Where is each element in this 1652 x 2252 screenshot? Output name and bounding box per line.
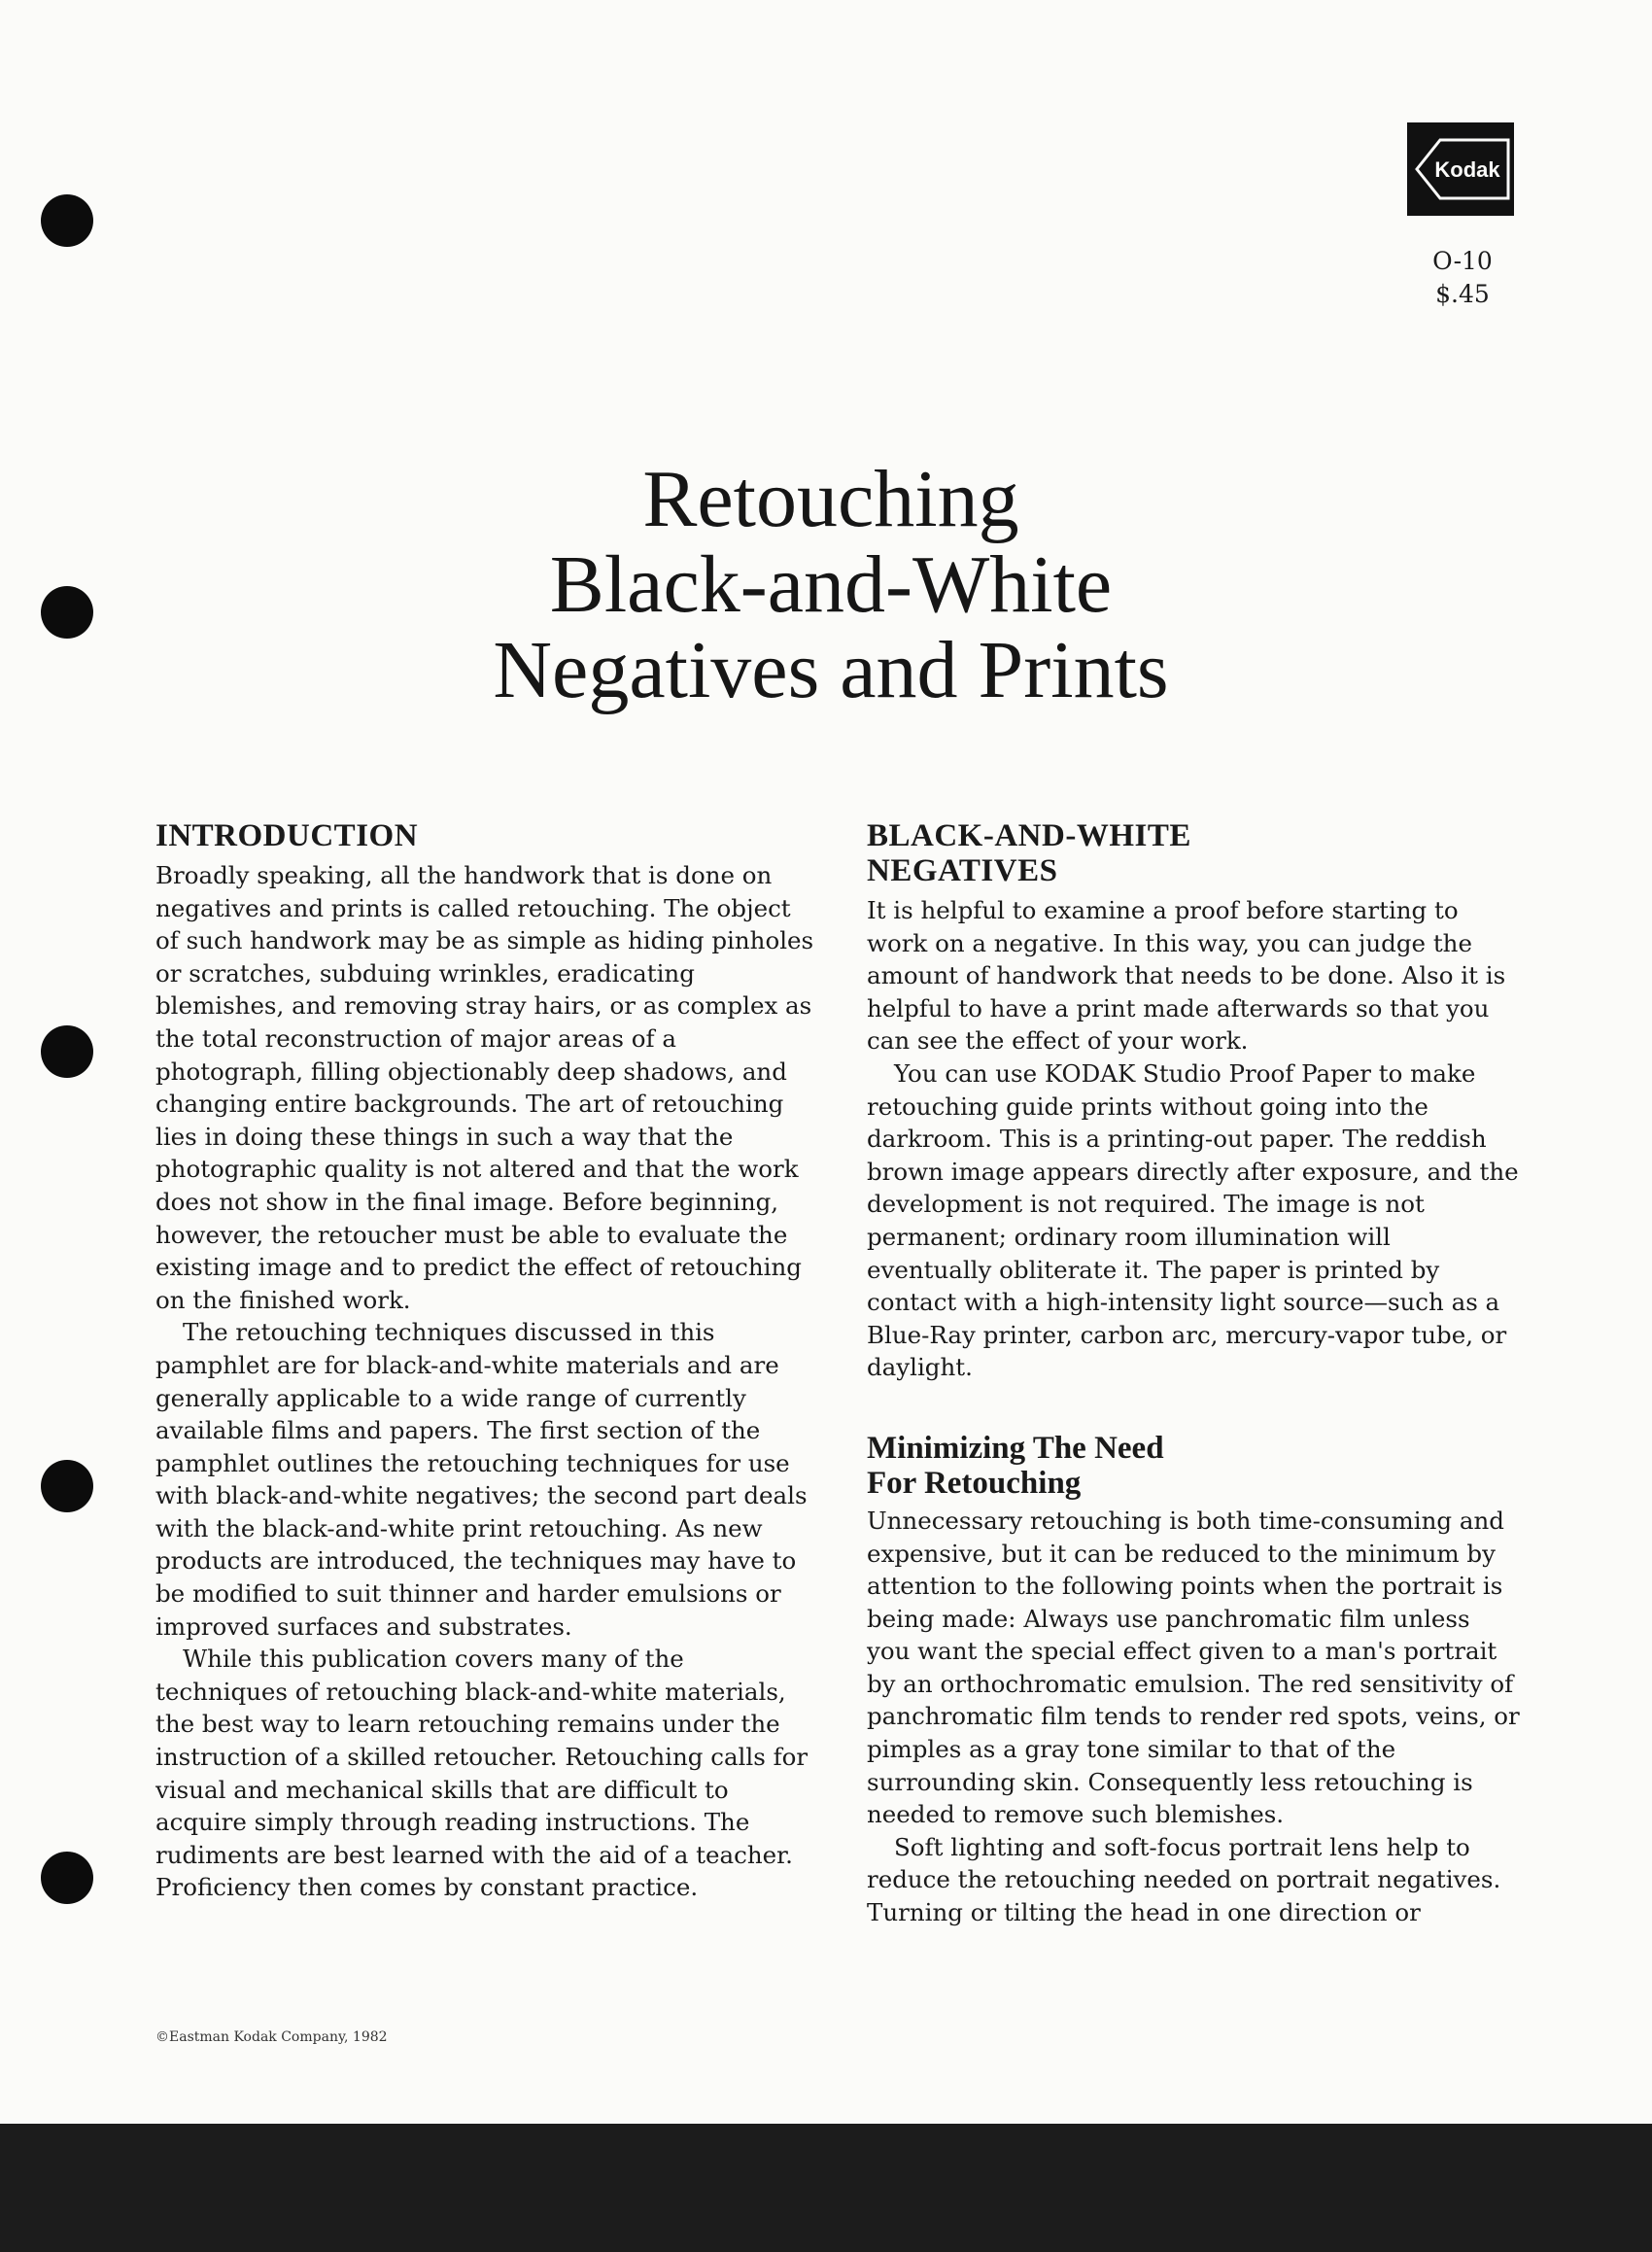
binder-hole (41, 1025, 93, 1078)
binder-hole (41, 586, 93, 639)
paragraph: Broadly speaking, all the handwork that is done on negatives and prints is called retouching. The object of such handwork may be as simple as hiding pinholes or scratches, subduing wrinkles, eradicating blemishes, and removing stray hairs, or as complex as the total reconstruction of major areas of a photograph, filling objectionably deep shadows, and changing entire backgrounds. The art of retouching lies in doing these things in such a way that the photographic quality is not altered and that the work does not show in the final image. Before beginning, however, the retoucher must be able to evaluate the existing image and to predict the effect of retouching on the finished work. (155, 861, 814, 1314)
paragraph: It is helpful to examine a proof before starting to work on a negative. In this way, you can judge the amount of handwork that needs to be done. Also it is helpful to have a print made afterwards so that you can see the effect of your work. (867, 896, 1506, 1056)
binder-hole (41, 194, 93, 247)
heading-line: NEGATIVES (867, 853, 1058, 888)
subsection-heading (867, 1431, 1520, 1501)
kodak-logo (1407, 122, 1514, 216)
right-column (867, 818, 1520, 1929)
section-heading (867, 818, 1520, 888)
paragraph: Unnecessary retouching is both time-consuming and expensive, but it can be reduced to the minimum by attention to the following points when the portrait is being made: Always use panchromatic film unless you want the special effect given to a man's portrait by an orthochromatic emulsion. The red sensitivity of panchromatic film tends to render red spots, veins, or pimples as a gray tone similar to that of the surrounding skin. Consequently less retouching is needed to remove such blemishes. (867, 1506, 1520, 1829)
section-heading: INTRODUCTION (155, 818, 419, 853)
title-line: Retouching (642, 454, 1019, 544)
binder-hole (41, 1460, 93, 1512)
copyright-notice: ©Eastman Kodak Company, 1982 (155, 2029, 388, 2045)
title-line: Negatives and Prints (493, 625, 1169, 715)
publication-info (1399, 245, 1526, 311)
heading-line: For Retouching (867, 1465, 1082, 1501)
heading-line: Minimizing The Need (867, 1430, 1164, 1466)
paragraph: You can use KODAK Studio Proof Paper to make retouching guide prints without going into the darkroom. This is a printing-out paper. The reddish brown image appears directly after exposure, and the development is not required. The image is not permanent; ordinary room illumination will eventually obliterate it. The paper is printed by contact with a high-intensity light source—such as a Blue-Ray printer, carbon arc, mercury-vapor tube, or daylight. (867, 1058, 1519, 1382)
paragraph: Soft lighting and soft-focus portrait lens help to reduce the retouching needed on portrait negatives. Turning or tilting the head in one direction or (867, 1832, 1501, 1927)
page-title (292, 454, 1370, 715)
scan-border (0, 2124, 1652, 2252)
paragraph: While this publication covers many of the techniques of retouching black-and-white materials, the best way to learn retouching remains under the instruction of a skilled retoucher. Retouching calls for visual and mechanical skills that are difficult to acquire simply through reading instructions. The rudiments are best learned with the aid of a teacher. Proficiency then comes by constant practice. (155, 1645, 809, 1902)
publication-code: O-10 (1432, 247, 1493, 275)
heading-line: BLACK-AND-WHITE (867, 818, 1191, 853)
binder-hole (41, 1852, 93, 1904)
title-line: Black-and-White (549, 539, 1113, 630)
paragraph: The retouching techniques discussed in this pamphlet are for black-and-white materials and are generally applicable to a wide range of currently available films and papers. The first section of the pamphlet outlines the retouching techniques for use with black-and-white negatives; the second part deals with the black-and-white print retouching. As new products are introduced, the techniques may have to be modified to suit thinner and harder emulsions or improved surfaces and substrates. (155, 1318, 808, 1641)
logo-text: Kodak (1434, 157, 1500, 182)
left-column (155, 818, 816, 1904)
price: $.45 (1435, 280, 1490, 308)
